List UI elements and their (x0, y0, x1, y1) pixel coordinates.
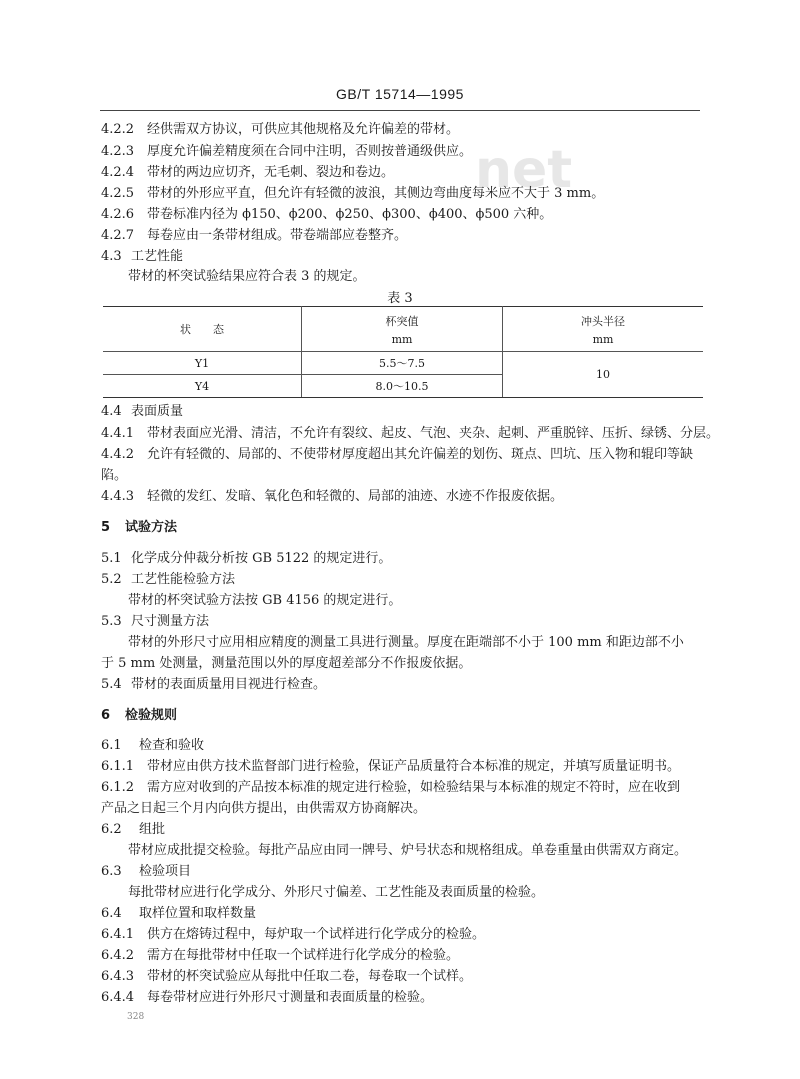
page-number: 328 (127, 1012, 145, 1022)
clause-line: 陷。 (101, 468, 128, 483)
clause-line: 6.1.2 需方应对收到的产品按本标准的规定进行检验，如检验结果与本标准的规定不符时，应在收到 (101, 780, 681, 795)
clause-line: 带材的杯突试验结果应符合表 3 的规定。 (128, 269, 366, 284)
clause-line: 6.4.4 每卷带材应进行外形尺寸测量和表面质量的检验。 (101, 990, 434, 1005)
page-header: GB/T 15714—1995 (336, 86, 464, 102)
section-heading: 6 检验规则 (101, 708, 178, 723)
clause-heading: 4.4 表面质量 (101, 404, 184, 419)
clause-line: 4.4.1 带材表面应光滑、清洁，不允许有裂纹、起皮、气泡、夹杂、起刺、严重脱锌、压折、绿锈、分层。 (101, 426, 720, 441)
clause-line: 4.2.7 每卷应由一条带材组成。带卷端部应卷整齐。 (101, 228, 408, 243)
clause-line: 6.4.1 供方在熔铸过程中，每炉取一个试样进行化学成分的检验。 (101, 927, 486, 942)
clause-line: 4.2.5 带材的外形应平直，但允许有轻微的波浪，其侧边弯曲度每米应不大于 3 mm。 (101, 186, 605, 201)
clause-line: 4.2.3 厚度允许偏差精度须在合同中注明，否则按普通级供应。 (101, 144, 473, 159)
table-row: Y1 5.5～7.5 10 (103, 352, 703, 375)
clause-heading: 6.1 检查和验收 (101, 738, 205, 753)
clause-line: 5.1 化学成分仲裁分析按 GB 5122 的规定进行。 (101, 551, 392, 566)
clause-line: 每批带材应进行化学成分、外形尺寸偏差、工艺性能及表面质量的检验。 (128, 885, 545, 900)
table-header-state: 状 态 (103, 307, 302, 352)
clause-line: 6.1.1 带材应由供方技术监督部门进行检验，保证产品质量符合本标准的规定，并填写质量证明书。 (101, 759, 681, 774)
clause-line: 4.4.3 轻微的发红、发暗、氧化色和轻微的、局部的油迹、水迹不作报废依据。 (101, 489, 564, 504)
table-cell-radius: 10 (503, 352, 704, 398)
clause-line: 4.4.2 允许有轻微的、局部的、不使带材厚度超出其允许偏差的划伤、斑点、凹坑、压入物和辊印等缺 (101, 447, 694, 462)
clause-line: 6.4.2 需方在每批带材中任取一个试样进行化学成分的检验。 (101, 948, 460, 963)
clause-heading: 6.3 检验项目 (101, 864, 192, 879)
table-caption: 表 3 (387, 291, 413, 306)
clause-line: 4.2.2 经供需双方协议，可供应其他规格及允许偏差的带材。 (101, 122, 460, 137)
section-heading: 5 试验方法 (101, 520, 178, 535)
clause-line: 产品之日起三个月内向供方提出，由供需双方协商解决。 (101, 801, 427, 816)
clause-line: 4.2.4 带材的两边应切齐，无毛刺、裂边和卷边。 (101, 165, 395, 180)
table-header-value: 杯突值 mm (302, 307, 503, 352)
watermark: net (475, 140, 573, 200)
clause-line: 4.2.6 带卷标准内径为 ϕ150、ϕ200、ϕ250、ϕ300、ϕ400、ϕ500 六种。 (101, 207, 553, 222)
clause-heading: 4.3 工艺性能 (101, 249, 184, 264)
header-rule (100, 110, 700, 111)
clause-line: 于 5 mm 处测量，测量范围以外的厚度超差部分不作报废依据。 (101, 656, 472, 671)
clause-heading: 5.2 工艺性能检验方法 (101, 572, 236, 587)
clause-line: 带材应成批提交检验。每批产品应由同一牌号、炉号状态和规格组成。单卷重量由供需双方商定。 (128, 843, 688, 858)
clause-line: 带材的杯突试验方法按 GB 4156 的规定进行。 (128, 593, 402, 608)
clause-heading: 6.2 组批 (101, 822, 166, 837)
table-header-row (103, 307, 703, 352)
clause-line: 5.4 带材的表面质量用目视进行检查。 (101, 677, 327, 692)
table-header-radius: 冲头半径 mm (503, 307, 704, 352)
clause-line: 带材的外形尺寸应用相应精度的测量工具进行测量。厚度在距端部不小于 100 mm 和距边部不小 (128, 635, 684, 650)
clause-heading: 6.4 取样位置和取样数量 (101, 906, 257, 921)
table-row: Y4 8.0～10.5 (103, 375, 703, 398)
table-3 (103, 306, 703, 398)
clause-heading: 5.3 尺寸测量方法 (101, 614, 210, 629)
clause-line: 6.4.3 带材的杯突试验应从每批中任取二卷，每卷取一个试样。 (101, 969, 473, 984)
